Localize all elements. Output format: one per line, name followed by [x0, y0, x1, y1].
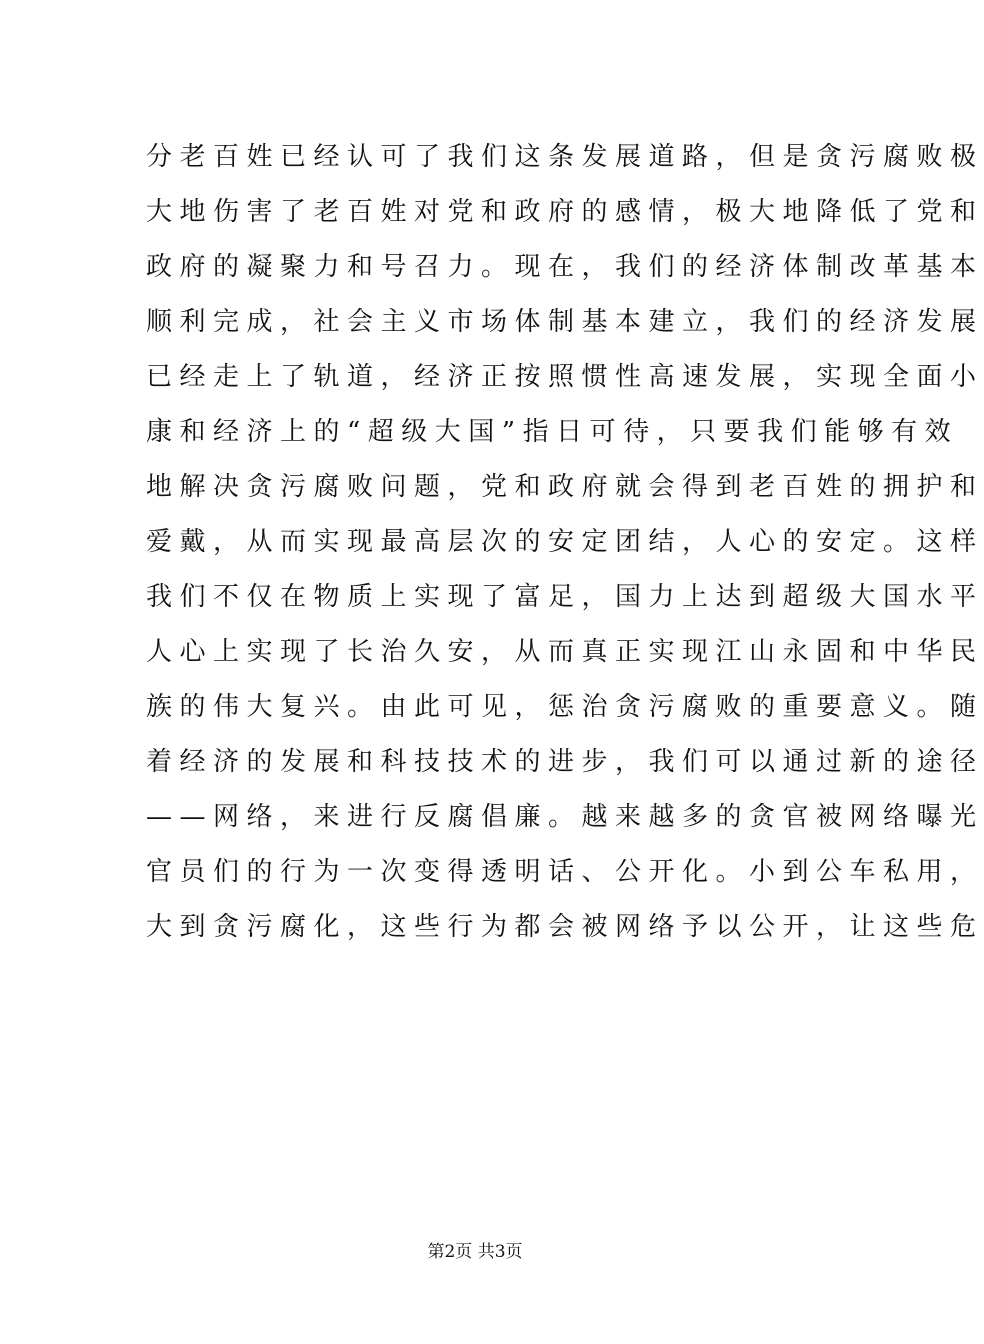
text-line: 人心上实现了长治久安，从而真正实现江山永固和中华民: [146, 637, 984, 667]
text-line: 已经走上了轨道，经济正按照惯性高速发展，实现全面小: [146, 362, 984, 392]
page-footer: [0, 1240, 950, 1264]
text-line: 分老百姓已经认可了我们这条发展道路，但是贪污腐败极: [146, 142, 984, 172]
text-line: 政府的凝聚力和号召力。现在，我们的经济体制改革基本: [146, 252, 984, 282]
text-line: 顺利完成，社会主义市场体制基本建立，我们的经济发展: [146, 307, 984, 337]
text-line: 大地伤害了老百姓对党和政府的感情，极大地降低了党和: [146, 197, 984, 227]
text-line: ——网络，来进行反腐倡廉。越来越多的贪官被网络曝光: [146, 802, 984, 832]
page-indicator: 第2页 共3页: [427, 1242, 523, 1262]
text-line: 爱戴，从而实现最高层次的安定团结，人心的安定。这样: [146, 527, 984, 557]
body-text: [146, 130, 984, 955]
text-line: 官员们的行为一次变得透明话、公开化。小到公车私用，: [146, 857, 984, 887]
text-line: 族的伟大复兴。由此可见，惩治贪污腐败的重要意义。随: [146, 692, 984, 722]
text-line: 地解决贪污腐败问题，党和政府就会得到老百姓的拥护和: [146, 472, 984, 502]
text-line: 着经济的发展和科技技术的进步，我们可以通过新的途径: [146, 747, 984, 777]
text-line: 我们不仅在物质上实现了富足，国力上达到超级大国水平: [146, 582, 984, 612]
text-line: 康和经济上的“超级大国”指日可待，只要我们能够有效: [146, 417, 959, 447]
text-line: 大到贪污腐化，这些行为都会被网络予以公开，让这些危: [146, 912, 984, 942]
